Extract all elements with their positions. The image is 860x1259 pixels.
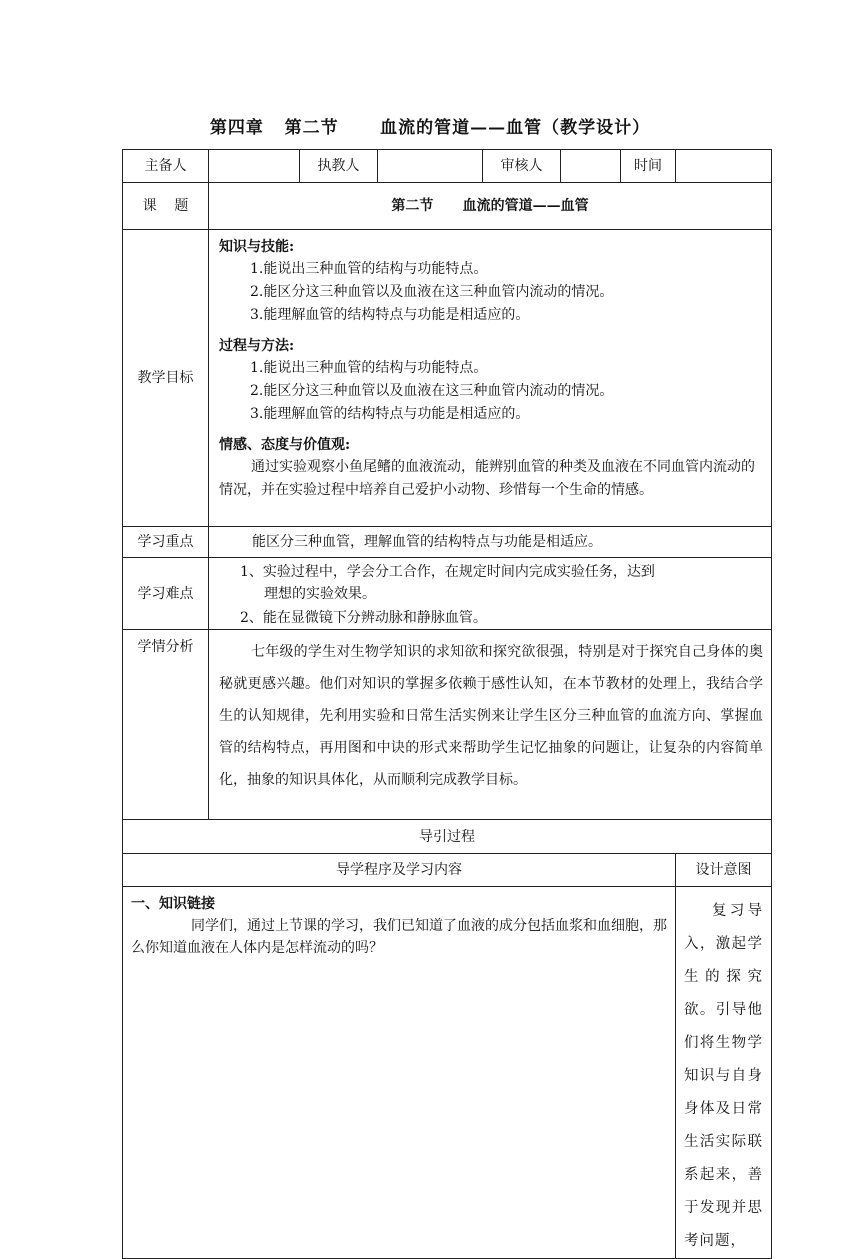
- time-label: 时间: [621, 150, 676, 183]
- document-title: 第四章 第二节 血流的管道——血管（教学设计）: [209, 118, 651, 138]
- process-heading: 过程与方法:: [219, 338, 295, 354]
- guide-step-row: [123, 887, 772, 1259]
- process-item: 2.能区分这三种血管以及血液在这三种血管内流动的情况。: [250, 383, 614, 399]
- process-item: 1.能说出三种血管的结构与功能特点。: [250, 360, 488, 376]
- reviewer-label: 审核人: [483, 150, 561, 183]
- knowledge-item: 1.能说出三种血管的结构与功能特点。: [250, 261, 488, 277]
- preparer-value[interactable]: [209, 150, 300, 183]
- difficulty-item-1-cont: 理想的实验效果。: [264, 586, 376, 602]
- knowledge-link-cell: [123, 887, 676, 1259]
- difficulties-content: [209, 558, 772, 630]
- analysis-label: 学情分析: [123, 630, 209, 820]
- key-points-row: [123, 527, 772, 558]
- guide-section-title: 导引过程: [123, 820, 772, 854]
- objectives-label: 教学目标: [123, 230, 209, 527]
- difficulty-item-2: 2、能在显微镜下分辨动脉和静脉血管。: [240, 610, 487, 626]
- knowledge-link-heading: 一、知识链接: [131, 896, 215, 912]
- key-points-label: 学习重点: [123, 527, 209, 558]
- knowledge-link-text: 同学们，通过上节课的学习，我们已知道了血液的成分包括血浆和血细胞，那么你知道血液在人体内是怎样流动的吗？: [131, 918, 667, 956]
- difficulty-item-1: 1、实验过程中，学会分工合作，在规定时间内完成实验任务，达到: [240, 564, 655, 580]
- design-intent-text: 复习导入，激起学生的探究欲。引导他们将生物学知识与自身身体及日常生活实际联系起来，善于发现并思考问题，: [676, 887, 772, 1259]
- topic-row: [123, 183, 772, 230]
- program-column-header: 导学程序及学习内容: [123, 854, 676, 887]
- time-value[interactable]: [676, 150, 772, 183]
- emotion-heading: 情感、态度与价值观:: [219, 437, 351, 453]
- reviewer-value[interactable]: [561, 150, 621, 183]
- objectives-content: [209, 230, 772, 527]
- topic-value: 第二节 血流的管道——血管: [209, 183, 772, 230]
- guide-section-row: [123, 820, 772, 854]
- topic-label: 课 题: [123, 183, 209, 230]
- difficulties-row: [123, 558, 772, 630]
- knowledge-item: 3.能理解血管的结构特点与功能是相适应的。: [250, 307, 530, 323]
- preparer-label: 主备人: [123, 150, 209, 183]
- header-row: [123, 150, 772, 183]
- teacher-value[interactable]: [378, 150, 483, 183]
- knowledge-item: 2.能区分这三种血管以及血液在这三种血管内流动的情况。: [250, 284, 614, 300]
- process-item: 3.能理解血管的结构特点与功能是相适应的。: [250, 406, 530, 422]
- key-points-text: 能区分三种血管，理解血管的结构特点与功能是相适应。: [209, 527, 772, 558]
- analysis-text: 七年级的学生对生物学知识的求知欲和探究欲很强，特别是对于探究自己身体的奥秘就更感兴趣。他们对知识的掌握多依赖于感性认知，在本节教材的处理上，我结合学生的认知规律，先利用实验和日常生活实例来让学生区分三种血管的血流方向、掌握血管的结构特点，再用图和中诀的形式来帮助学生记忆抽象的问题让，让复杂的内容简单化，抽象的知识具体化，从而顺利完成教学目标。: [209, 630, 772, 820]
- emotion-text: 通过实验观察小鱼尾鳍的血液流动，能辨别血管的种类及血液在不同血管内流动的情况，并在实验过程中培养自己爱护小动物、珍惜每一个生命的情感。: [219, 459, 755, 498]
- lesson-plan-table: [122, 149, 772, 1259]
- analysis-row: [123, 630, 772, 820]
- teacher-label: 执教人: [300, 150, 378, 183]
- objectives-row: [123, 230, 772, 527]
- guide-header-row: [123, 854, 772, 887]
- design-column-header: 设计意图: [676, 854, 772, 887]
- difficulties-label: 学习难点: [123, 558, 209, 630]
- knowledge-heading: 知识与技能:: [219, 239, 295, 255]
